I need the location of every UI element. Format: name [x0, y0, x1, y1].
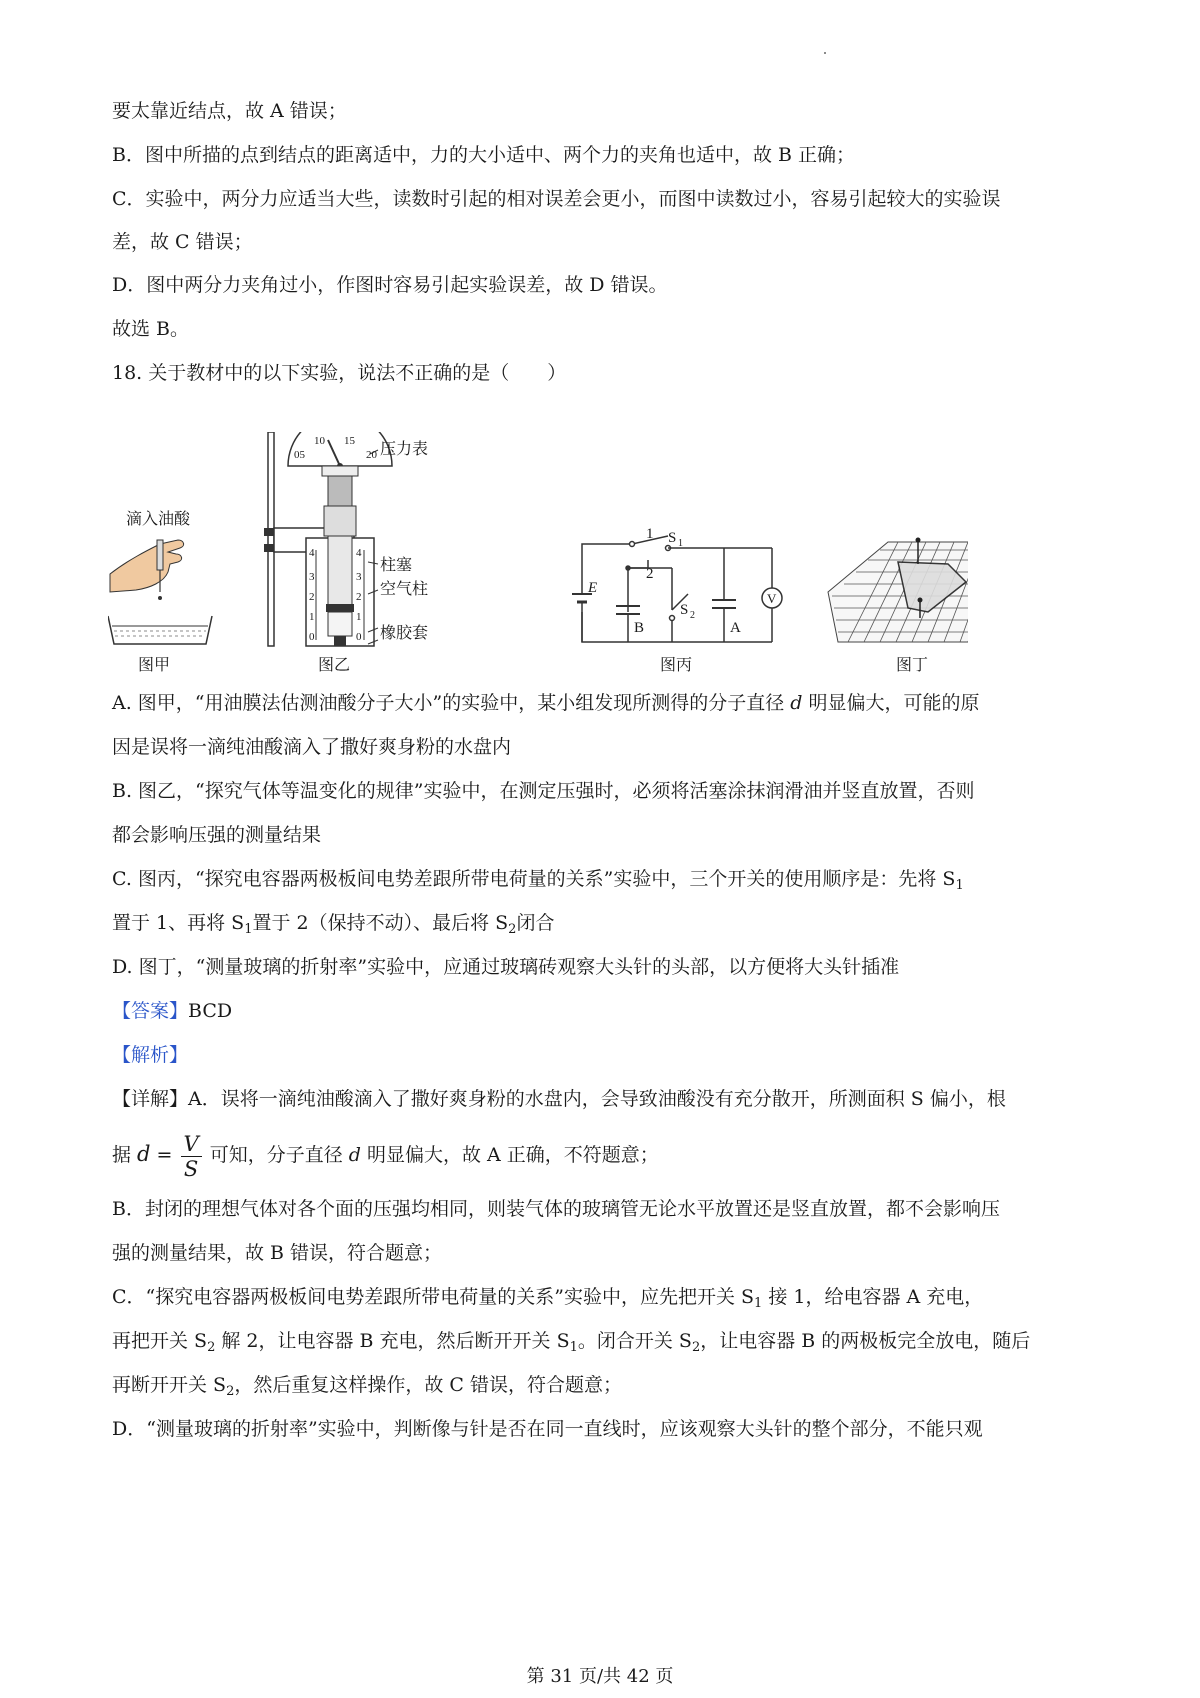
label-capacitor-b: B: [634, 620, 645, 636]
scale-tick: 4: [309, 547, 315, 559]
figure-jia: [108, 540, 212, 644]
detail-text: ，然后重复这样操作，故 C 错误，符合题意；: [234, 1374, 622, 1396]
text-line: D．图中两分力夹角过小，作图时容易引起实验误差，故 D 错误。: [112, 274, 668, 296]
label-air-column: 空气柱: [380, 581, 429, 598]
scale-tick: 1: [356, 611, 362, 623]
detail-line: 强的测量结果，故 B 错误，符合题意；: [112, 1242, 443, 1264]
label-s2: S: [680, 602, 689, 618]
detail-text: C．“探究电容器两极板间电势差跟所带电荷量的关系”实验中，应先把开关 S: [112, 1286, 755, 1308]
experiment-figures: [108, 432, 968, 732]
gauge-tick-15: 15: [344, 435, 355, 447]
label-plunger: 柱塞: [380, 557, 413, 574]
figure-yi: [264, 432, 392, 646]
option-c-text: 闭合: [516, 912, 555, 934]
subscript: 2: [207, 1340, 216, 1355]
label-s1-sub: 1: [678, 538, 683, 549]
fraction-v-over-s: [181, 1132, 202, 1181]
text-line: 差，故 C 错误；: [112, 231, 253, 253]
detail-line: [112, 1284, 983, 1310]
figure-bing: [572, 536, 782, 642]
detail-text: 再断开开关 S: [112, 1374, 227, 1396]
detail-text: 接 1，给电容器 A 充电，: [762, 1286, 984, 1308]
voltmeter-icon: V: [767, 591, 777, 606]
detail-text: 。闭合开关 S: [577, 1330, 692, 1352]
detail-line: 【详解】A．误将一滴纯油酸滴入了撒好爽身粉的水盘内，会导致油酸没有充分散开，所测面积 S 偏小，根: [112, 1088, 1006, 1110]
label-rubber-sleeve: 橡胶套: [380, 625, 429, 642]
option-c-text: 置于 2（保持不动）、最后将 S: [252, 912, 509, 934]
text-line: 故选 B。: [112, 318, 190, 340]
option-c-text: C. 图丙，“探究电容器两极板间电势差跟所带电荷量的关系”实验中，三个开关的使用顺序是：先将 S: [112, 868, 956, 890]
caption-jia: 图甲: [138, 657, 171, 674]
detail-line: [112, 1328, 1030, 1354]
text-line: B．图中所描的点到结点的距离适中，力的大小适中、两个力的夹角也适中，故 B 正确；: [112, 144, 856, 166]
detail-text: 再把开关 S: [112, 1330, 208, 1352]
fraction-numerator: V: [181, 1132, 202, 1157]
answer-tag: 【答案】: [112, 1000, 189, 1022]
subscript: 1: [244, 922, 253, 937]
label-s2-sub: 2: [690, 610, 695, 621]
label-capacitor-a: A: [730, 620, 741, 636]
subscript: 2: [508, 922, 517, 937]
detail-text: 据: [112, 1144, 138, 1166]
scale-tick: 0: [356, 631, 362, 643]
detail-text: ，让电容器 B 的两极板完全放电，随后: [700, 1330, 1031, 1352]
answer-line: [112, 998, 232, 1024]
subscript: 2: [226, 1384, 235, 1399]
detail-line: D．“测量玻璃的折射率”实验中，判断像与针是否在同一直线时，应该观察大头针的整个部分，不能只观: [112, 1418, 983, 1440]
var-d: d: [348, 1144, 361, 1166]
option-b-cont: 都会影响压强的测量结果: [112, 824, 322, 846]
option-a-cont: 因是误将一滴纯油酸滴入了撒好爽身粉的水盘内: [112, 736, 512, 758]
option-a-text: 明显偏大，可能的原: [802, 692, 980, 714]
page-footer: 第 31 页/共 42 页: [526, 1666, 674, 1687]
option-a-text: A. 图甲，“用油膜法估测油酸分子大小”的实验中，某小组发现所测得的分子直径: [112, 692, 791, 714]
detail-line: B．封闭的理想气体对各个面的压强均相同，则装气体的玻璃管无论水平放置还是竖直放置，都不会影响压: [112, 1198, 1000, 1220]
figure-ding: [828, 538, 968, 643]
option-a: [112, 690, 980, 716]
scale-tick: 1: [309, 611, 315, 623]
label-dropping: 滴入油酸: [126, 511, 191, 528]
gauge-tick-05: 05: [294, 449, 305, 461]
caption-bing: 图丙: [660, 657, 693, 674]
detail-line: [112, 1372, 622, 1398]
subscript: 1: [955, 878, 964, 893]
scale-tick: 2: [356, 591, 362, 603]
answer-value: BCD: [188, 1000, 233, 1022]
subscript: 1: [569, 1340, 578, 1355]
label-emf: E: [588, 580, 598, 596]
equals-sign: =: [150, 1144, 179, 1166]
option-c-text: 置于 1、再将 S: [112, 912, 245, 934]
label-node-2: 2: [646, 566, 654, 582]
subscript: 2: [691, 1340, 701, 1355]
question-18: 18. 关于教材中的以下实验，说法不正确的是（ ）: [112, 362, 567, 384]
subscript: 1: [754, 1296, 763, 1311]
figure-group: [108, 432, 968, 732]
scale-tick: 3: [356, 571, 362, 583]
scale-tick: 2: [309, 591, 315, 603]
gauge-tick-20: 20: [366, 449, 377, 461]
option-d: D. 图丁，“测量玻璃的折射率”实验中，应通过玻璃砖观察大头针的头部，以方便将大头针插准: [112, 956, 900, 978]
detail-formula-line: [112, 1128, 659, 1181]
text-line: 要太靠近结点，故 A 错误；: [112, 100, 347, 122]
scale-tick: 0: [309, 631, 315, 643]
var-d: d: [790, 692, 803, 714]
scale-tick: 4: [356, 547, 362, 559]
scan-dot: [824, 52, 826, 54]
option-c-cont: [112, 910, 554, 936]
label-node-1: 1: [646, 526, 654, 542]
detail-text: 解 2，让电容器 B 充电，然后断开开关 S: [215, 1330, 570, 1352]
detail-text: 可知，分子直径: [203, 1144, 349, 1166]
var-d: d: [137, 1142, 151, 1166]
option-b: B. 图乙，“探究气体等温变化的规律”实验中，在测定压强时，必须将活塞涂抹润滑油并竖直放置，否则: [112, 780, 975, 802]
detail-text: 明显偏大，故 A 正确，不符题意；: [360, 1144, 659, 1166]
scale-tick: 3: [309, 571, 315, 583]
fraction-denominator: S: [183, 1156, 199, 1181]
text-line: C．实验中，两分力应适当大些，读数时引起的相对误差会更小，而图中读数过小，容易引起较大的实验误: [112, 188, 1001, 210]
label-pressure-gauge: 压力表: [380, 441, 429, 458]
analysis-line: [112, 1042, 188, 1068]
gauge-tick-10: 10: [314, 435, 325, 447]
caption-yi: 图乙: [318, 657, 351, 674]
caption-ding: 图丁: [896, 657, 929, 674]
option-c: [112, 866, 964, 892]
label-s1: S: [668, 530, 677, 546]
analysis-tag: 【解析】: [112, 1044, 189, 1066]
